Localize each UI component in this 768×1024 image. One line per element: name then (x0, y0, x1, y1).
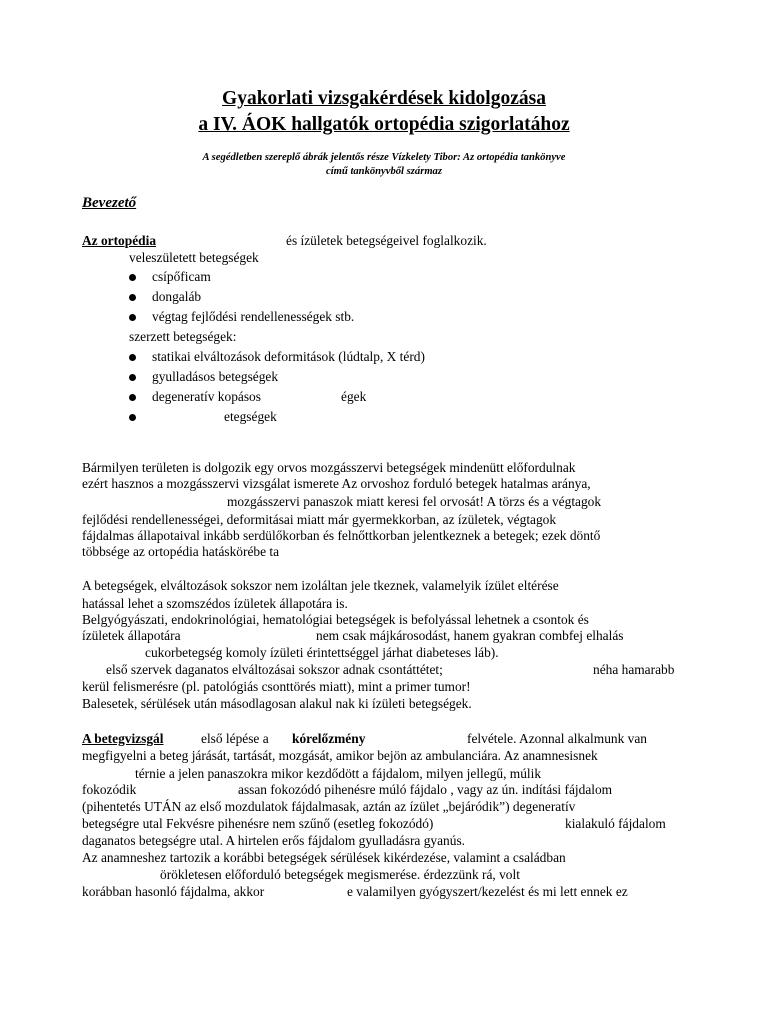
bullet-icon (129, 374, 136, 381)
acquired-item: gyulladásos betegségek (152, 369, 279, 384)
para3-term2 (292, 731, 365, 747)
para2-line: Balesetek, sérülések után másodlagosan alakul nak ki ízületi betegségek. (82, 696, 472, 711)
acquired-item: etegségek (224, 409, 277, 424)
para2-line: cukorbetegség komoly ízületi érintettséggel járhat diabeteses láb). (145, 645, 499, 660)
para3-line: daganatos betegségre utal. A hirtelen erős fájdalom gyulladásra gyanús. (82, 833, 465, 848)
para3-line: (pihentetés UTÁN az első mozdulatok fájdalmasak, aztán az ízület „bejáródik”) degeneratív (82, 799, 576, 814)
bullet-icon (129, 354, 136, 361)
para2-line: kerül felismerésre (pl. patológiás csonttörés miatt), mint a primer tumor! (82, 679, 471, 694)
acquired-label: szerzett betegségek: (129, 329, 237, 344)
acquired-item-tail: égek (341, 389, 367, 404)
congenital-item: végtag fejlődési rendellenességek stb. (152, 309, 355, 324)
para3-line: assan fokozódó pihenésre múló fájdalo , vagy az ún. indítási fájdalom (238, 782, 613, 797)
para3-line: betegségre utal Fekvésre pihenésre nem szűnő (esetleg fokozódó) (82, 816, 434, 831)
para3-line: e valamilyen gyógyszert/kezelést és mi lett ennek ez (347, 884, 628, 899)
bullet-icon (129, 414, 136, 421)
intro-term-text: Az ortopédia (82, 233, 157, 248)
para1-line: fájdalmas állapotaival inkább serdülőkorban és felnőttkorban jelentkeznek a betegek; ezek döntő (82, 528, 601, 543)
para3-after-term2: felvétele. Azonnal alkalmunk van (467, 731, 647, 746)
document-title-line-1: Gyakorlati vizsgakérdések kidolgozása (222, 88, 546, 109)
intro-term (82, 233, 156, 249)
para1-line: Bármilyen területen is dolgozik egy orvos mozgásszervi betegségek mindenütt előfordulnak (82, 460, 576, 475)
para1-line: fejlődési rendellenességei, deformitásai miatt már gyermekkorban, az ízületek, végtagok (82, 512, 557, 527)
intro-rest: és ízületek betegségeivel foglalkozik. (286, 233, 487, 248)
para3-term2-text: kórelőzmény (292, 731, 366, 746)
para3-line: korábban hasonló fájdalma, akkor (82, 884, 265, 899)
para3-line: kialakuló fájdalom (565, 816, 666, 831)
para3-term-text: A betegvizsgál (82, 731, 164, 746)
para1-line: mozgásszervi panaszok miatt keresi fel orvosát! A törzs és a végtagok (227, 494, 602, 509)
congenital-item: csípőficam (152, 269, 211, 284)
para2-line: néha hamarabb (593, 662, 675, 677)
para2-line: hatással lehet a szomszédos ízületek állapotára is. (82, 596, 348, 611)
para3-line: Az anamneshez tartozik a korábbi betegségek sérülések kikérdezése, valamint a családban (82, 850, 566, 865)
para1-line: többsége az ortopédia hatáskörébe ta (82, 544, 280, 559)
para2-line: A betegségek, elváltozások sokszor nem izoláltan jele tkeznek, valamelyik ízület eltérése (82, 578, 559, 593)
document-title-line-2: a IV. ÁOK hallgatók ortopédia szigorlatához (198, 114, 570, 135)
acquired-item: statikai elváltozások deformitások (lúdtalp, X térd) (152, 349, 425, 364)
para3-after-term: első lépése a (201, 731, 269, 746)
para3-line: térnie a jelen panaszokra mikor kezdődött a fájdalom, milyen jellegű, múlik (135, 766, 542, 781)
para3-line: fokozódik (82, 782, 137, 797)
subtitle-line-2: című tankönyvből származ (326, 166, 442, 177)
section-heading: Bevezető (82, 195, 137, 211)
congenital-label: veleszületett betegségek (129, 250, 259, 265)
para3-term (82, 731, 163, 747)
para2-line: Belgyógyászati, endokrinológiai, hematológiai betegségek is befolyással lehetnek a csontok és (82, 612, 589, 627)
para3-line: örökletesen előforduló betegségek megismerése. érdezzünk rá, volt (160, 867, 520, 882)
para2-line: nem csak májkárosodást, hanem gyakran combfej elhalás (316, 628, 624, 643)
congenital-item: dongaláb (152, 289, 202, 304)
para3-line: megfigyelni a beteg járását, tartását, mozgását, amikor bejön az ambulanciára. Az anamnesisnek (82, 748, 598, 763)
bullet-icon (129, 294, 136, 301)
bullet-icon (129, 314, 136, 321)
para1-line: ezért hasznos a mozgásszervi vizsgálat ismerete Az orvoshoz forduló betegek hatalmas aránya, (82, 476, 591, 491)
bullet-icon (129, 274, 136, 281)
subtitle-line-1: A segédletben szereplő ábrák jelentős része Vízkelety Tibor: Az ortopédia tankönyve (202, 152, 566, 163)
para2-line: első szervek daganatos elváltozásai sokszor adnak csontáttétet; (106, 662, 443, 677)
para2-line: ízületek állapotára (82, 628, 181, 643)
acquired-item: degeneratív kopásos (152, 389, 261, 404)
bullet-icon (129, 394, 136, 401)
